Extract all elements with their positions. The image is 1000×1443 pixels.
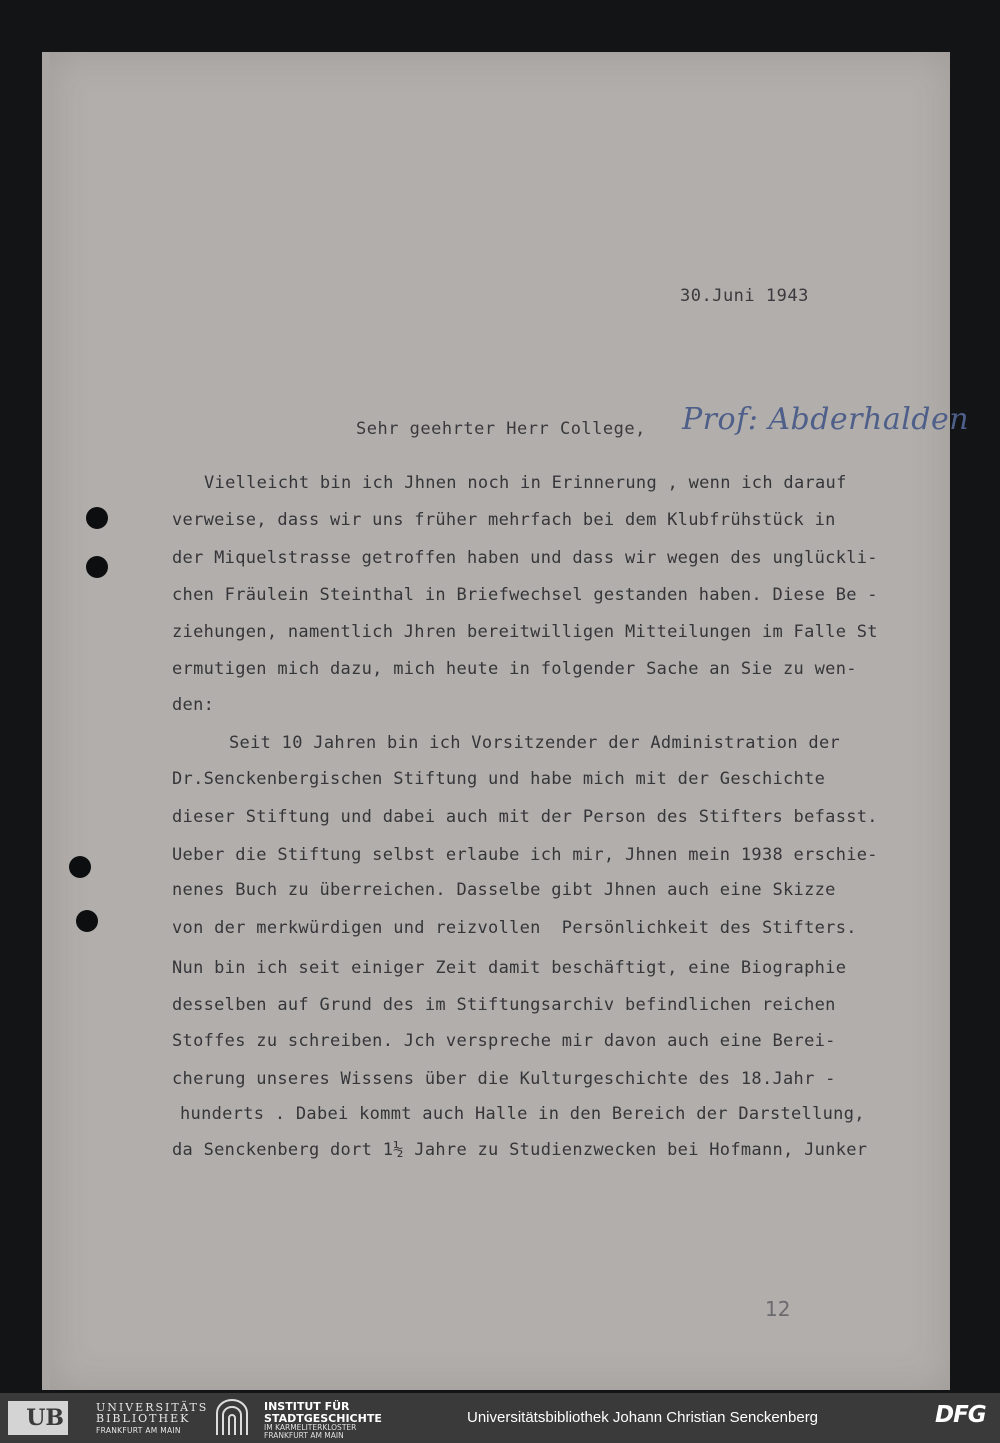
body-line: der Miquelstrasse getroffen haben und dass wir wegen des unglückli-: [172, 548, 878, 568]
ub-name-line1: UNIVERSITÄTS: [96, 1401, 209, 1414]
body-line: chen Fräulein Steinthal in Briefwechsel gestanden haben. Diese Be -: [172, 585, 878, 605]
isg-title-line2: STADTGESCHICHTE: [264, 1412, 382, 1425]
body-line: dieser Stiftung und dabei auch mit der Person des Stifters befasst.: [172, 807, 878, 827]
body-line: Seit 10 Jahren bin ich Vorsitzender der Administration der: [229, 733, 841, 753]
isg-title: [264, 1401, 382, 1425]
body-line: Vielleicht bin ich Jhnen noch in Erinnerung , wenn ich darauf: [204, 473, 847, 493]
isg-subtitle-line2: FRANKFURT AM MAIN: [264, 1431, 344, 1440]
ub-city: FRANKFURT AM MAIN: [96, 1426, 181, 1435]
letter-sheet: [50, 52, 950, 1390]
punch-hole: [69, 856, 91, 878]
body-line: ermutigen mich dazu, mich heute in folgender Sache an Sie zu wen-: [172, 659, 857, 679]
dfg-logo: DFG: [935, 1402, 986, 1428]
handwritten-addressee: Prof: Abderhalden: [682, 402, 970, 437]
isg-subtitle: [264, 1424, 356, 1440]
body-line: von der merkwürdigen und reizvollen Persönlichkeit des Stifters.: [172, 918, 857, 938]
ub-name-line2: BIBLIOTHEK: [96, 1412, 191, 1425]
body-line: cherung unseres Wissens über die Kulturgeschichte des 18.Jahr -: [172, 1069, 836, 1089]
body-line: Ueber die Stiftung selbst erlaube ich mir, Jhnen mein 1938 erschie-: [172, 845, 878, 865]
salutation: Sehr geehrter Herr College,: [356, 419, 646, 439]
isg-arches-icon: [214, 1399, 250, 1437]
punch-hole: [76, 910, 98, 932]
body-line: hunderts . Dabei kommt auch Halle in den Bereich der Darstellung,: [180, 1104, 865, 1124]
body-line: Nun bin ich seit einiger Zeit damit beschäftigt, eine Biographie: [172, 958, 847, 978]
ub-name: [96, 1402, 208, 1424]
body-line: Dr.Senckenbergischen Stiftung und habe mich mit der Geschichte: [172, 769, 826, 789]
punch-hole: [86, 556, 108, 578]
body-line: da Senckenberg dort 1½ Jahre zu Studienzwecken bei Hofmann, Junker: [172, 1140, 868, 1160]
page-number: 12: [765, 1297, 791, 1321]
ub-logo: UB: [8, 1401, 68, 1435]
isg-subtitle-line1: IM KARMELITERKLOSTER: [264, 1423, 357, 1432]
body-line: den:: [172, 695, 215, 715]
letter-date: 30.Juni 1943: [680, 286, 809, 306]
body-line: ziehungen, namentlich Jhren bereitwilligen Mitteilungen im Falle St: [172, 622, 878, 642]
body-line: nenes Buch zu überreichen. Dasselbe gibt Jhnen auch eine Skizze: [172, 880, 836, 900]
isg-title-line1: INSTITUT FÜR: [264, 1400, 350, 1413]
archive-footer-bar: [0, 1393, 1000, 1443]
library-name: Universitätsbibliothek Johann Christian Senckenberg: [467, 1409, 819, 1426]
body-line: desselben auf Grund des im Stiftungsarchiv befindlichen reichen: [172, 995, 836, 1015]
body-line: Stoffes zu schreiben. Jch verspreche mir davon auch eine Berei-: [172, 1031, 836, 1051]
body-line: verweise, dass wir uns früher mehrfach bei dem Klubfrühstück in: [172, 510, 836, 530]
punch-hole: [86, 507, 108, 529]
